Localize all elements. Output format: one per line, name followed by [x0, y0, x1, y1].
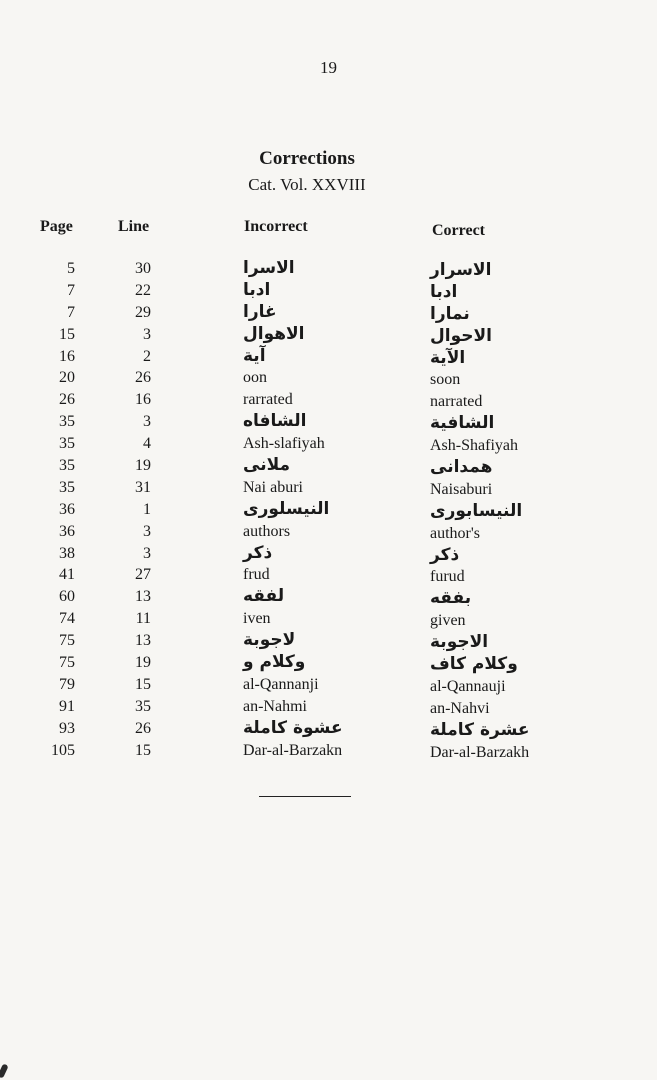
table-row — [0, 302, 657, 324]
cell-page: 7 — [67, 281, 75, 299]
table-row — [0, 564, 657, 586]
cell-page: 79 — [59, 675, 75, 693]
page-title: Corrections — [259, 148, 355, 169]
margin-mark — [0, 1063, 9, 1078]
cell-correct: همدانى — [430, 457, 493, 478]
cell-page: 75 — [59, 654, 75, 672]
cell-correct: الشافية — [430, 413, 495, 434]
cell-line: 19 — [135, 457, 151, 475]
table-row — [0, 258, 657, 280]
cell-line: 1 — [143, 500, 151, 518]
cell-correct: Naisaburi — [430, 480, 493, 498]
cell-incorrect: النيسلورى — [243, 498, 330, 519]
cell-incorrect: al-Qannanji — [243, 675, 319, 693]
cell-incorrect: وكلام و — [243, 652, 306, 673]
cell-line: 16 — [135, 391, 151, 409]
cell-page: 36 — [59, 522, 75, 540]
cell-line: 3 — [143, 325, 151, 343]
cell-line: 4 — [143, 435, 151, 453]
cell-correct: narrated — [430, 393, 483, 411]
cell-correct: ادبا — [430, 281, 458, 302]
cell-incorrect: rarrated — [243, 391, 293, 409]
cell-line: 13 — [135, 588, 151, 606]
cell-incorrect: an-Nahmi — [243, 697, 307, 715]
cell-line: 22 — [135, 281, 151, 299]
cell-line: 3 — [143, 522, 151, 540]
cell-correct: بفقه — [430, 588, 472, 609]
table-row — [0, 499, 657, 521]
cell-page: 41 — [59, 566, 75, 584]
table-row — [0, 455, 657, 477]
cell-incorrect: الشافاه — [243, 411, 307, 432]
cell-page: 7 — [67, 303, 75, 321]
cell-incorrect: الاسرا — [243, 258, 295, 278]
cell-page: 5 — [67, 260, 75, 277]
header-line: Line — [118, 218, 150, 235]
cell-correct: Dar-al-Barzakh — [430, 743, 530, 761]
header-incorrect: Incorrect — [244, 218, 308, 235]
cell-correct: given — [430, 612, 466, 630]
cell-correct: author's — [430, 524, 480, 542]
divider-rule — [259, 796, 351, 797]
cell-page: 35 — [59, 413, 75, 431]
table-row — [0, 433, 657, 455]
cell-correct: الاسرار — [430, 260, 492, 280]
cell-line: 3 — [143, 413, 151, 431]
cell-line: 2 — [143, 347, 151, 365]
cell-incorrect: Ash-slafiyah — [243, 435, 325, 453]
cell-incorrect: iven — [243, 610, 271, 628]
table-row — [0, 608, 657, 630]
cell-correct: الآية — [430, 347, 466, 368]
cell-line: 13 — [135, 632, 151, 650]
table-row — [0, 477, 657, 499]
cell-page: 35 — [59, 435, 75, 453]
cell-correct: نمارا — [430, 303, 470, 324]
cell-incorrect: عشوة كاملة — [243, 717, 343, 738]
header-page: Page — [40, 218, 73, 235]
cell-incorrect: لاجوبة — [243, 630, 296, 651]
table-row — [0, 389, 657, 411]
table-row — [0, 280, 657, 302]
cell-correct: furud — [430, 568, 465, 586]
table-row — [0, 346, 657, 368]
table-row — [0, 630, 657, 652]
cell-page: 20 — [59, 369, 75, 387]
cell-page: 105 — [51, 741, 75, 759]
page-number: 19 — [320, 58, 337, 77]
cell-line: 26 — [135, 369, 151, 387]
cell-correct: عشرة كاملة — [430, 719, 530, 740]
cell-correct: النيسابورى — [430, 500, 523, 521]
cell-page: 75 — [59, 632, 75, 650]
cell-line: 30 — [135, 260, 151, 277]
cell-line: 11 — [135, 610, 151, 628]
cell-incorrect: لفقه — [243, 586, 285, 607]
cell-line: 35 — [135, 697, 151, 715]
cell-line: 27 — [135, 566, 151, 584]
cell-page: 38 — [59, 544, 75, 562]
cell-page: 15 — [59, 325, 75, 343]
page-subtitle: Cat. Vol. XXVIII — [248, 175, 366, 194]
table-row — [0, 543, 657, 565]
cell-incorrect: غارا — [243, 301, 277, 322]
table-row — [0, 674, 657, 696]
cell-incorrect: oon — [243, 369, 267, 387]
cell-correct: Ash-Shafiyah — [430, 437, 518, 455]
cell-correct: al-Qannauji — [430, 677, 506, 695]
cell-line: 15 — [135, 675, 151, 693]
cell-incorrect: frud — [243, 566, 270, 584]
cell-line: 3 — [143, 544, 151, 562]
table-row — [0, 652, 657, 674]
cell-incorrect: آية — [243, 345, 266, 366]
cell-incorrect: ادبا — [243, 279, 271, 300]
cell-line: 26 — [135, 719, 151, 737]
cell-correct: الاجوبة — [430, 632, 489, 653]
cell-correct: an-Nahvi — [430, 699, 490, 717]
cell-page: 36 — [59, 500, 75, 518]
cell-page: 26 — [59, 391, 75, 409]
cell-correct: وكلام كاف — [430, 654, 518, 675]
cell-page: 35 — [59, 478, 75, 496]
cell-page: 60 — [59, 588, 75, 606]
cell-correct: soon — [430, 371, 461, 389]
cell-line: 29 — [135, 303, 151, 321]
table-row — [0, 718, 657, 740]
cell-incorrect: authors — [243, 522, 291, 540]
cell-correct: الاحوال — [430, 325, 492, 346]
cell-incorrect: ذكر — [243, 542, 273, 563]
cell-page: 16 — [59, 347, 75, 365]
table-row — [0, 367, 657, 389]
table-row — [0, 521, 657, 543]
cell-line: 19 — [135, 654, 151, 672]
cell-line: 31 — [135, 478, 151, 496]
cell-incorrect: Dar-al-Barzakn — [243, 741, 343, 759]
header-correct: Correct — [432, 222, 485, 239]
table-row — [0, 324, 657, 346]
cell-page: 74 — [59, 610, 75, 628]
cell-page: 93 — [59, 719, 75, 737]
table-row — [0, 411, 657, 433]
corrections-table — [0, 258, 657, 761]
cell-incorrect: الاهوال — [243, 323, 305, 344]
table-row — [0, 586, 657, 608]
table-row — [0, 696, 657, 718]
cell-correct: ذكر — [430, 544, 460, 565]
cell-page: 91 — [59, 697, 75, 715]
cell-incorrect: Nai aburi — [243, 478, 303, 496]
table-row — [0, 740, 657, 762]
cell-line: 15 — [135, 741, 151, 759]
cell-incorrect: ملانى — [243, 455, 291, 476]
cell-page: 35 — [59, 457, 75, 475]
